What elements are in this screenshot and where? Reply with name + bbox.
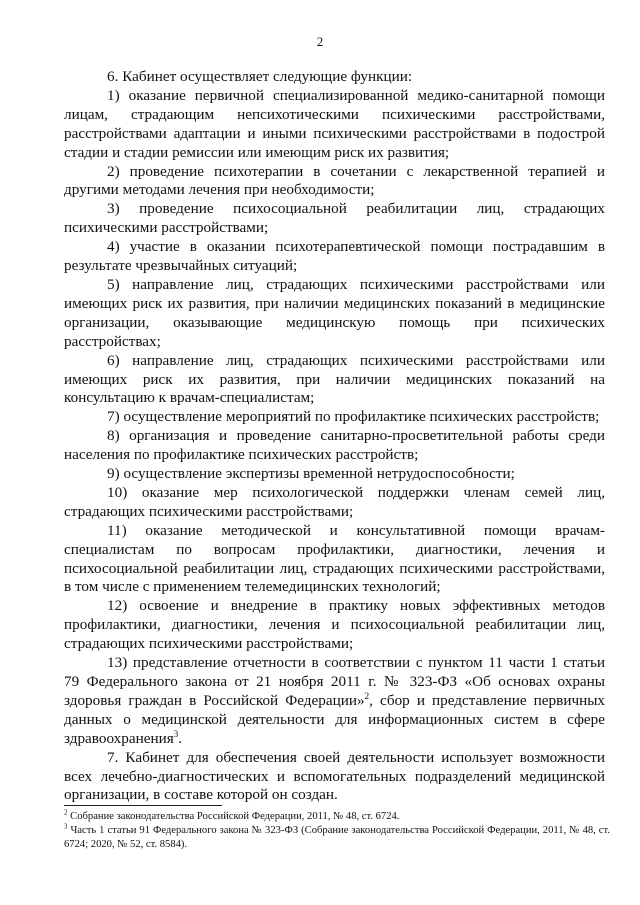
paragraph-function-11: 11) оказание методической и консультативной помощи врачам-специалистам по вопросам профилактики, диагностики, лечения и психосоциальной реабилитации лиц, страдающих психическими расстройствами, в том числе с применением телемедицинских технологий;: [64, 521, 605, 596]
paragraph-function-2: 2) проведение психотерапии в сочетании с лекарственной терапией и другими методами лечения при необходимости;: [64, 162, 605, 199]
paragraph-function-12: 12) освоение и внедрение в практику новых эффективных методов профилактики, диагностики, лечения и психосоциальной реабилитации лиц, страдающих психическими расстройствами;: [64, 597, 605, 653]
function-13-text-part-3: .: [178, 729, 182, 747]
paragraph-function-6: 6) направление лиц, страдающих психическими расстройствами или имеющих риск их развития, при наличии медицинских показаний на консультацию к врачам-специалистам;: [64, 351, 605, 407]
paragraph-function-3: 3) проведение психосоциальной реабилитации лиц, страдающих психическими расстройствами;: [64, 200, 605, 237]
footnote-3: [64, 824, 610, 852]
footnote-separator: [64, 805, 222, 806]
paragraph-function-7: 7) осуществление мероприятий по профилактике психических расстройств;: [107, 408, 600, 426]
paragraph-function-4: 4) участие в оказании психотерапевтической помощи пострадавшим в результате чрезвычайных ситуаций;: [64, 238, 605, 275]
paragraph-section-7: 7. Кабинет для обеспечения своей деятельности использует возможности всех лечебно-диагностических и вспомогательных подразделений медицинской организации, в составе которой он создан.: [64, 748, 605, 804]
paragraph-function-1: 1) оказание первичной специализированной медико-санитарной помощи лицам, страдающим непсихотическими психическими расстройствами, расстройствами адаптации и иными психическими расстройствами в подострой стадии и стадии ремиссии или имеющим риск их развития;: [64, 86, 605, 161]
footnote-ref-2: 2: [364, 690, 370, 701]
paragraph-section-6-heading: 6. Кабинет осуществляет следующие функции:: [107, 68, 413, 85]
function-13-text-part-1: 13) представление отчетности в соответствии с пунктом 11 части 1 статьи 79 Федерального закона от 21 ноября 2011 г. № 323-ФЗ «Об основах охраны здоровья граждан в Российской Федерации»: [64, 654, 605, 709]
footnote-2: [64, 810, 610, 824]
paragraph-function-13: [64, 654, 605, 749]
footnote-ref-3: 3: [173, 728, 179, 739]
footnote-mark-2: 2: [64, 808, 68, 817]
footnote-2-text: Собрание законодательства Российской Федерации, 2011, № 48, ст. 6724.: [70, 811, 400, 822]
footnote-mark-3: 3: [64, 822, 68, 831]
paragraph-function-9: 9) осуществление экспертизы временной нетрудоспособности;: [107, 465, 515, 483]
paragraph-function-5: 5) направление лиц, страдающих психическими расстройствами или имеющих риск их развития, при наличии медицинских показаний в медицинские организации, оказывающие медицинскую помощь при психических расстройствах;: [64, 275, 605, 350]
footnote-3-text: Часть 1 статьи 91 Федерального закона № 323-ФЗ (Собрание законодательства Российской Федерации, 2011, № 48, ст. 6724; 2020, № 52, ст. 8584).: [64, 825, 610, 850]
paragraph-function-10: 10) оказание мер психологической поддержки членам семей лиц, страдающих психическими расстройствами;: [64, 483, 605, 520]
page-number: 2: [316, 34, 324, 49]
paragraph-function-8: 8) организация и проведение санитарно-просветительной работы среди населения по профилактике психических расстройств;: [64, 427, 605, 464]
footnotes: [64, 810, 610, 852]
function-13-text-part-2: , сбор и представление первичных данных о медицинской деятельности для информационных систем в сфере здравоохранения: [64, 691, 606, 747]
document-body: [64, 68, 605, 805]
